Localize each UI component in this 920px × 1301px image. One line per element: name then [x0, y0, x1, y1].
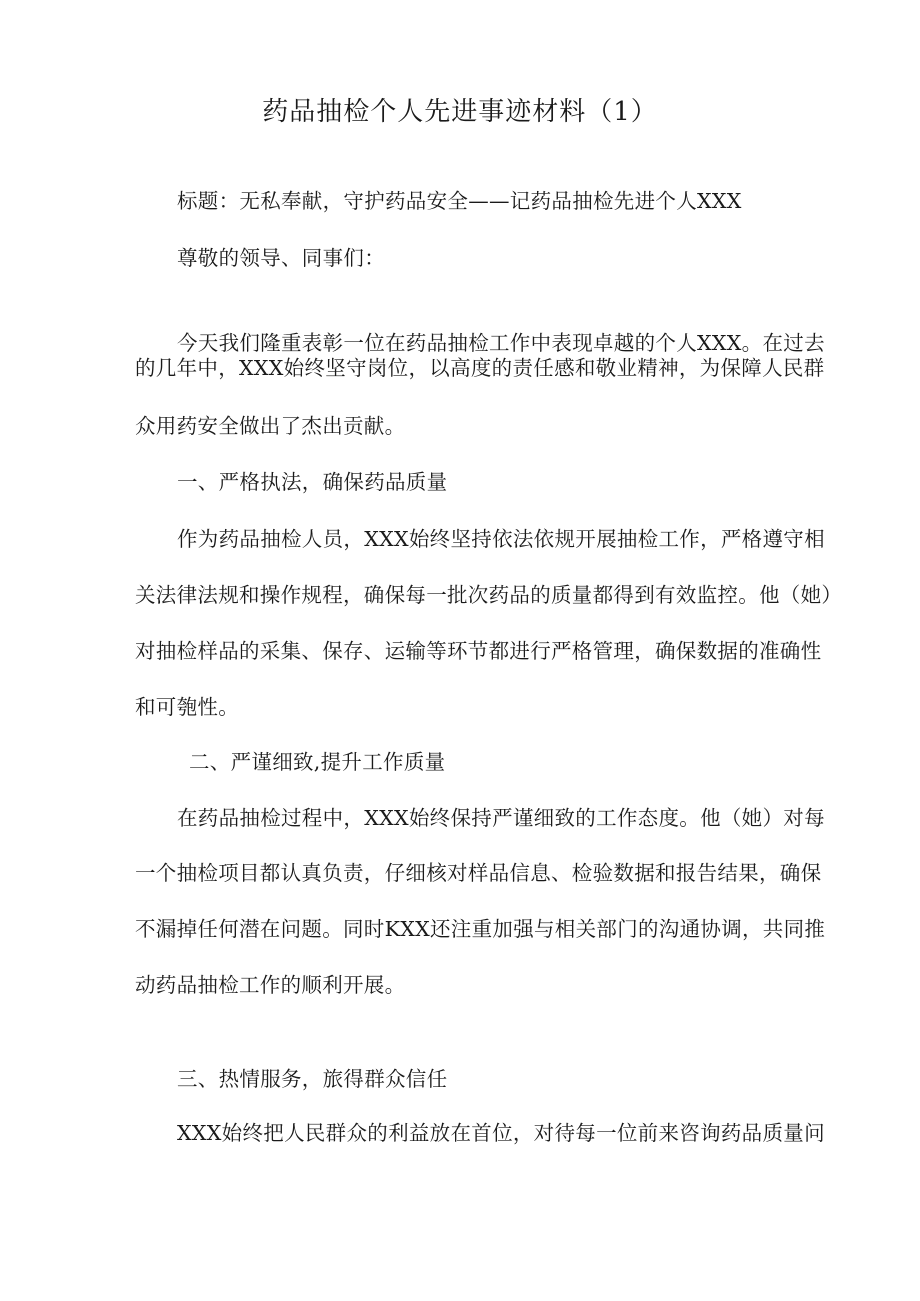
paragraph-line: 对抽检样品的采集、保存、运输等环节都进行严格管理，确保数据的准确性: [135, 639, 822, 663]
paragraph-line: 动药品抽检工作的顺利开展。: [135, 973, 406, 997]
paragraph-line: 作为药品抽检人员，XXX始终坚持依法依规开展抽检工作，严格遵守相: [177, 527, 825, 551]
subtitle-line: 标题：无私奉献，守护药品安全——记药品抽检先进个人XXX: [177, 189, 742, 213]
paragraph-line: 在药品抽检过程中，XXX始终保持严谨细致的工作态度。他（她）对每: [177, 806, 825, 830]
paragraph-line: 关法律法规和操作规程，确保每一批次药品的质量都得到有效监控。他（她）: [135, 583, 843, 607]
salutation-line: 尊敬的领导、同事们：: [177, 246, 385, 270]
paragraph-line: 不漏掉任何潜在问题。同时KXX还注重加强与相关部门的沟通协调，共同推: [135, 917, 826, 941]
document-title: 药品抽检个人先进事迹材料（1）: [262, 97, 658, 127]
paragraph-line: 众用药安全做出了杰出贡献。: [135, 414, 406, 438]
paragraph-line: 的几年中，XXX始终坚守岗位，以高度的责任感和敬业精神，为保障人民群: [135, 356, 825, 380]
paragraph-line: 一个抽检项目都认真负责，仔细核对样品信息、检验数据和报告结果，确保: [135, 861, 822, 885]
paragraph-line: 今天我们隆重表彰一位在药品抽检工作中表现卓越的个人XXX。在过去: [177, 331, 825, 355]
paragraph-line: XXX始终把人民群众的利益放在首位，对待每一位前来咨询药品质量问: [177, 1121, 825, 1145]
section-heading: 一、严格执法，确保药品质量: [177, 470, 448, 494]
section-heading: 三、热情服务，旅得群众信任: [177, 1067, 448, 1091]
paragraph-line: 和可匏性。: [135, 695, 239, 719]
section-heading: 二、严谨细致,提升工作质量: [189, 750, 446, 774]
